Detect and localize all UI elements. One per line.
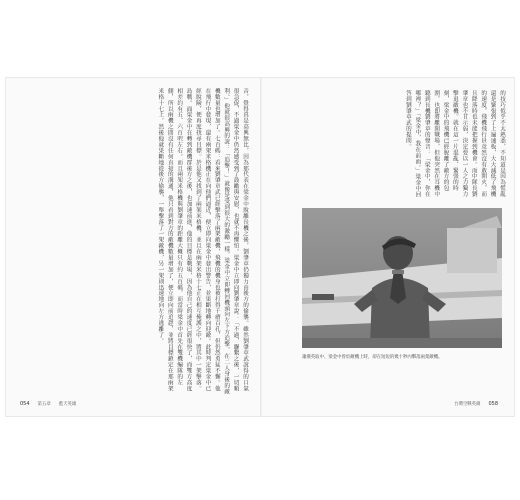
pilot-photo <box>302 208 502 348</box>
left-page-footer <box>20 400 76 408</box>
right-page-footer <box>454 400 498 408</box>
right-page-body-text: 的技巧似乎不太熟悉，不知道是因為慌亂還是緊張到了上遍速板，大大減低了飛機的速度，飛機飛行員竟然沒有敢開火，而且降落時也未能把握到機會。而中隊長劉肇章也不甘示弱，決定要以一人之力獨力擊退敵機。就在這一片混亂、緊張的時刻，梁金中的飛機已經脫離了敵方的包圍，也即將離開戰場，但他突然在耳機中聽到長機劉肇章的聲音：「梁金中，你在哪裡？」「梁金中，我在前面。」梁金中回答到劉肇章武的提問。 <box>404 90 505 198</box>
left-chapter-label: 第五章 <box>37 402 51 407</box>
book-spread <box>6 78 514 416</box>
right-page-number: 058 <box>488 401 498 407</box>
pilot-photo-illustration <box>302 208 502 348</box>
right-page <box>262 78 514 416</box>
left-page-body-text: 音，覺得真是高興無比，因為那代表在梁金中脫離長機之後，劉肇章仍獨力由後方的偷襲。雖然劉肇章武說得的口氣很急促，不過梁金中仍然感受到了鼓勵與安慰，也就不再懼怕。梁金中立即向劉肇章說：「不過，聯繫之後，一切順利。」他就很高興的說：「追擊！」就像是受到很大的激勵一樣，梁金中立即轉回機頭向左下方追擊，在二人身後的敵機數量也增加了。七百碼：看來劉肇章武已經擊落了兩架敵機，飛機的機身也被打得千瘡百孔，但仍然勇猛不懈。他在飛行中發現，還有兩架米格機正在向他們逼近，便立即向梁金中發出警告，並果斷地轉向迎敵。此時判定梁金中已經脫險，便再度找尋目標。於是他又找到了兩架米格機，並且在兩架米格十七正在相互掩護之中，將其中一架擊落。島戰。面梁金中在轉到敵機群後方之後，也加速前進，他的目標是戰場，因為他自己的速度已經很快了，而雙方高度相差約有五、六百呎左右。而且兩架米格機與劉肇章的距離大概只有約五百碼，而當時梁金中首先在雙機編隊的左側，所以兩機之間沒有任何直接的溝通，他只看到對方的敵機數量增加了，便立即向前追趕，並將目標鎖定在那兩架米格十七上。然後他就果斷地從後方偷襲，一舉擊落了一架敵機，另一架則迅速地向左方逃離了。 <box>157 88 248 395</box>
photo-caption: 蕭漢英取中、梁金中曾於敵機上時，卻在短短的幾十秒內擊落兩架敵機。 <box>302 355 443 360</box>
left-running-title: 藍天英雄 <box>58 402 77 407</box>
right-running-title: 台灣空戰英雄 <box>454 402 481 407</box>
left-page-number: 054 <box>20 401 30 407</box>
left-page <box>6 78 260 416</box>
